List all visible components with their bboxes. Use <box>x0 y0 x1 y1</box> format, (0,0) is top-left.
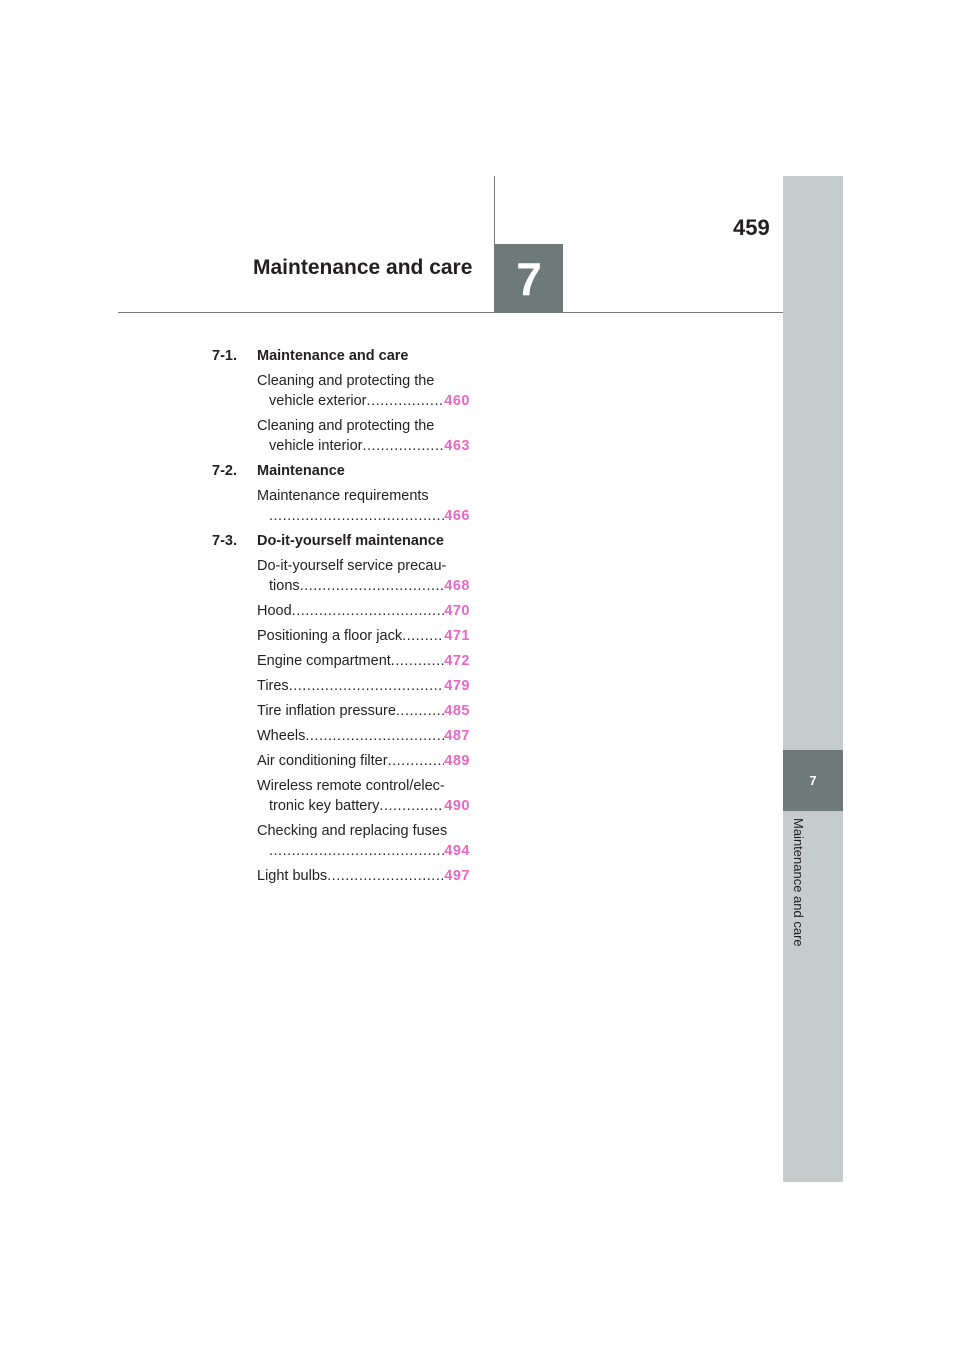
section-title: Do-it-yourself maintenance <box>257 533 444 549</box>
toc-entry[interactable] <box>257 416 470 456</box>
toc-entry[interactable] <box>257 676 470 696</box>
leader-dots <box>305 726 444 746</box>
toc-entry[interactable] <box>257 486 470 526</box>
entry-page[interactable]: 490 <box>444 798 470 814</box>
entry-page[interactable]: 472 <box>444 653 470 669</box>
entry-page[interactable]: 471 <box>444 628 470 644</box>
toc-entry[interactable] <box>257 626 470 646</box>
leader-dots <box>388 751 445 771</box>
entry-page[interactable]: 479 <box>444 678 470 694</box>
leader-dots <box>396 701 444 721</box>
entry-text: Maintenance requirements <box>257 488 429 504</box>
leader-dots <box>269 506 444 526</box>
entry-text: Cleaning and protecting the <box>257 418 435 434</box>
leader-dots <box>300 576 445 596</box>
entry-text: Do-it-yourself service precau- <box>257 558 447 574</box>
table-of-contents <box>212 346 470 891</box>
section-title: Maintenance <box>257 463 345 479</box>
entry-text: tions <box>269 578 300 594</box>
entry-text: Wireless remote control/elec- <box>257 778 445 794</box>
entry-page[interactable]: 460 <box>444 393 470 409</box>
leader-dots <box>363 436 445 456</box>
page-number: 459 <box>733 215 770 240</box>
toc-section-7-2 <box>212 461 470 481</box>
leader-dots <box>367 391 445 411</box>
leader-dots <box>391 651 445 671</box>
entry-page[interactable]: 487 <box>444 728 470 744</box>
entry-text: tronic key battery <box>269 798 380 814</box>
entry-text: vehicle exterior <box>269 393 367 409</box>
entry-text: Checking and replacing fuses <box>257 823 448 839</box>
entry-page[interactable]: 470 <box>444 603 470 619</box>
entry-page[interactable]: 494 <box>444 843 470 859</box>
section-number: 7-3. <box>212 533 237 549</box>
entry-page[interactable]: 489 <box>444 753 470 769</box>
entry-page[interactable]: 485 <box>444 703 470 719</box>
toc-entry[interactable] <box>257 751 470 771</box>
entry-text: Wheels <box>257 728 306 744</box>
entry-text: Cleaning and protecting the <box>257 373 435 389</box>
toc-entry[interactable] <box>257 776 470 816</box>
toc-entry[interactable] <box>257 371 470 411</box>
entry-text: Hood <box>257 603 292 619</box>
section-number: 7-1. <box>212 348 237 364</box>
entry-text: Positioning a floor jack <box>257 628 403 644</box>
toc-entry[interactable] <box>257 866 470 886</box>
header-horizontal-rule <box>118 312 785 313</box>
chapter-title: Maintenance and care <box>253 256 473 279</box>
entry-page[interactable]: 466 <box>444 508 470 524</box>
toc-entry[interactable] <box>257 701 470 721</box>
entry-text: Tires <box>257 678 289 694</box>
toc-entry[interactable] <box>257 601 470 621</box>
entry-text: Engine compartment <box>257 653 391 669</box>
entry-page[interactable]: 468 <box>444 578 470 594</box>
chapter-number-box: 7 <box>495 244 563 313</box>
entry-text: vehicle interior <box>269 438 363 454</box>
toc-section-7-1 <box>212 346 470 366</box>
side-tab-label: Maintenance and care <box>791 818 806 947</box>
entry-text: Air conditioning filter <box>257 753 388 769</box>
side-tab <box>783 176 843 1182</box>
entry-page[interactable]: 463 <box>444 438 470 454</box>
toc-entry[interactable] <box>257 651 470 671</box>
leader-dots <box>379 796 444 816</box>
toc-entry[interactable] <box>257 821 470 861</box>
entry-text: Tire inflation pressure <box>257 703 396 719</box>
entry-page[interactable]: 497 <box>444 868 470 884</box>
toc-entry[interactable] <box>257 556 470 596</box>
section-title: Maintenance and care <box>257 348 409 364</box>
toc-entry[interactable] <box>257 726 470 746</box>
leader-dots <box>292 601 445 621</box>
toc-section-7-3 <box>212 531 470 551</box>
leader-dots <box>289 676 445 696</box>
leader-dots <box>327 866 444 886</box>
section-number: 7-2. <box>212 463 237 479</box>
leader-dots <box>402 626 444 646</box>
entry-text: Light bulbs <box>257 868 328 884</box>
side-tab-number[interactable]: 7 <box>783 750 843 811</box>
leader-dots <box>269 841 444 861</box>
